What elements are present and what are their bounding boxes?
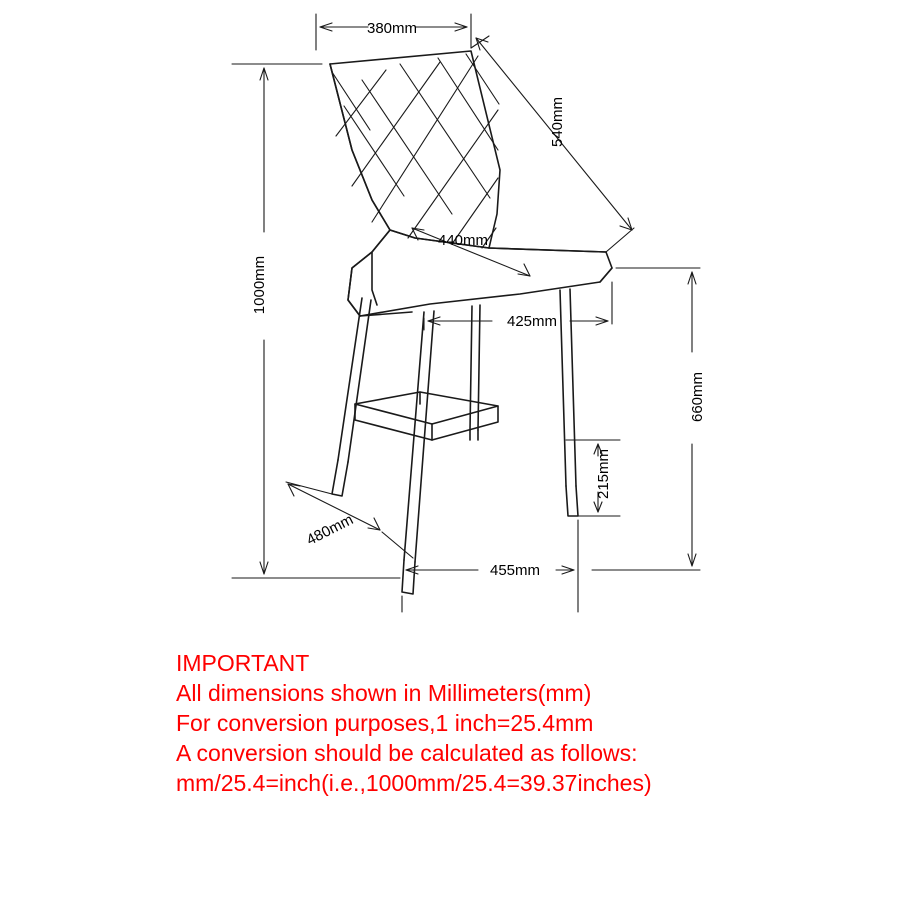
dimension-labels	[251, 20, 706, 579]
dimension-lines	[232, 14, 700, 612]
dim-label-440mm: 440mm	[437, 232, 489, 249]
notes-heading: IMPORTANT	[176, 650, 310, 676]
important-notes	[176, 648, 652, 798]
dim-label-215mm: 215mm	[595, 448, 612, 500]
notes-line-2: For conversion purposes,1 inch=25.4mm	[176, 710, 594, 736]
dim-label-660mm: 660mm	[689, 371, 706, 423]
notes-line-4: mm/25.4=inch(i.e.,1000mm/25.4=39.37inches)	[176, 770, 652, 796]
dim-label-380mm: 380mm	[366, 20, 418, 37]
dim-label-455mm: 455mm	[489, 562, 541, 579]
dim-label-425mm: 425mm	[506, 313, 558, 330]
dim-label-540mm: 540mm	[549, 96, 566, 148]
dim-label-1000mm: 1000mm	[251, 255, 268, 315]
chair-legs	[332, 289, 578, 594]
chair-back-outline	[330, 51, 500, 316]
dim-label-480mm: 480mm	[303, 511, 357, 549]
notes-line-1: All dimensions shown in Millimeters(mm)	[176, 680, 592, 706]
back-tufting-pattern	[332, 54, 499, 248]
notes-line-3: A conversion should be calculated as follows:	[176, 740, 638, 766]
